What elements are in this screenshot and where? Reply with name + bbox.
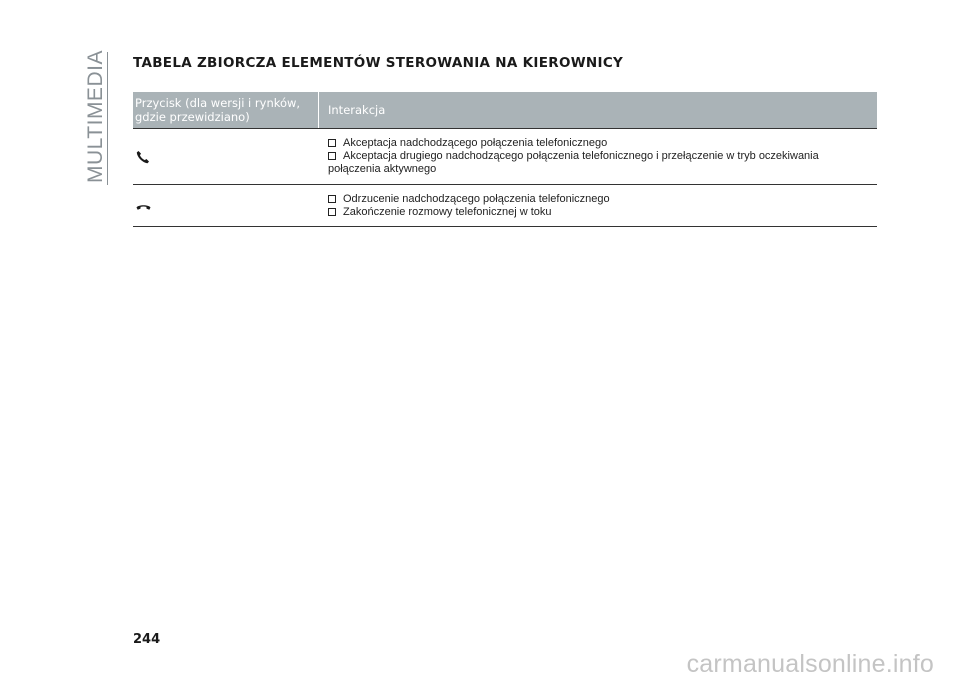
header-interaction: Interakcja (328, 103, 386, 117)
page-number: 244 (133, 632, 161, 647)
header-button-line2: gdzie przewidziano) (135, 110, 250, 124)
watermark: carmanualsonline.info (686, 650, 934, 678)
list-item: Akceptacja nadchodzącego połączenia telefonicznego (328, 137, 877, 150)
table-header (133, 92, 877, 129)
list-item: Odrzucenie nadchodzącego połączenia telefonicznego (328, 193, 877, 206)
list-item: Zakończenie rozmowy telefonicznej w toku (328, 206, 877, 219)
section-label: MULTIMEDIA (84, 50, 107, 183)
controls-table (133, 92, 877, 227)
list-item-continuation: połączenia aktywnego (328, 163, 437, 175)
section-divider (107, 52, 108, 185)
interaction-cell (319, 129, 877, 184)
checkbox-icon (328, 152, 336, 160)
button-cell (133, 185, 319, 226)
button-cell (133, 129, 319, 184)
interaction-cell (319, 185, 877, 226)
table-row (133, 185, 877, 227)
phone-hangup-icon (136, 203, 151, 211)
header-button-line1: Przycisk (dla wersji i rynków, (135, 96, 301, 110)
checkbox-icon (328, 139, 336, 147)
page-title: TABELA ZBIORCZA ELEMENTÓW STEROWANIA NA KIEROWNICY (133, 55, 624, 71)
checkbox-icon (328, 195, 336, 203)
checkbox-icon (328, 208, 336, 216)
phone-answer-icon (136, 150, 150, 164)
list-item: Akceptacja drugiego nadchodzącego połączenia telefonicznego i przełączenie w tryb oczekiwania (328, 150, 877, 163)
table-row (133, 129, 877, 185)
header-button (133, 92, 319, 128)
